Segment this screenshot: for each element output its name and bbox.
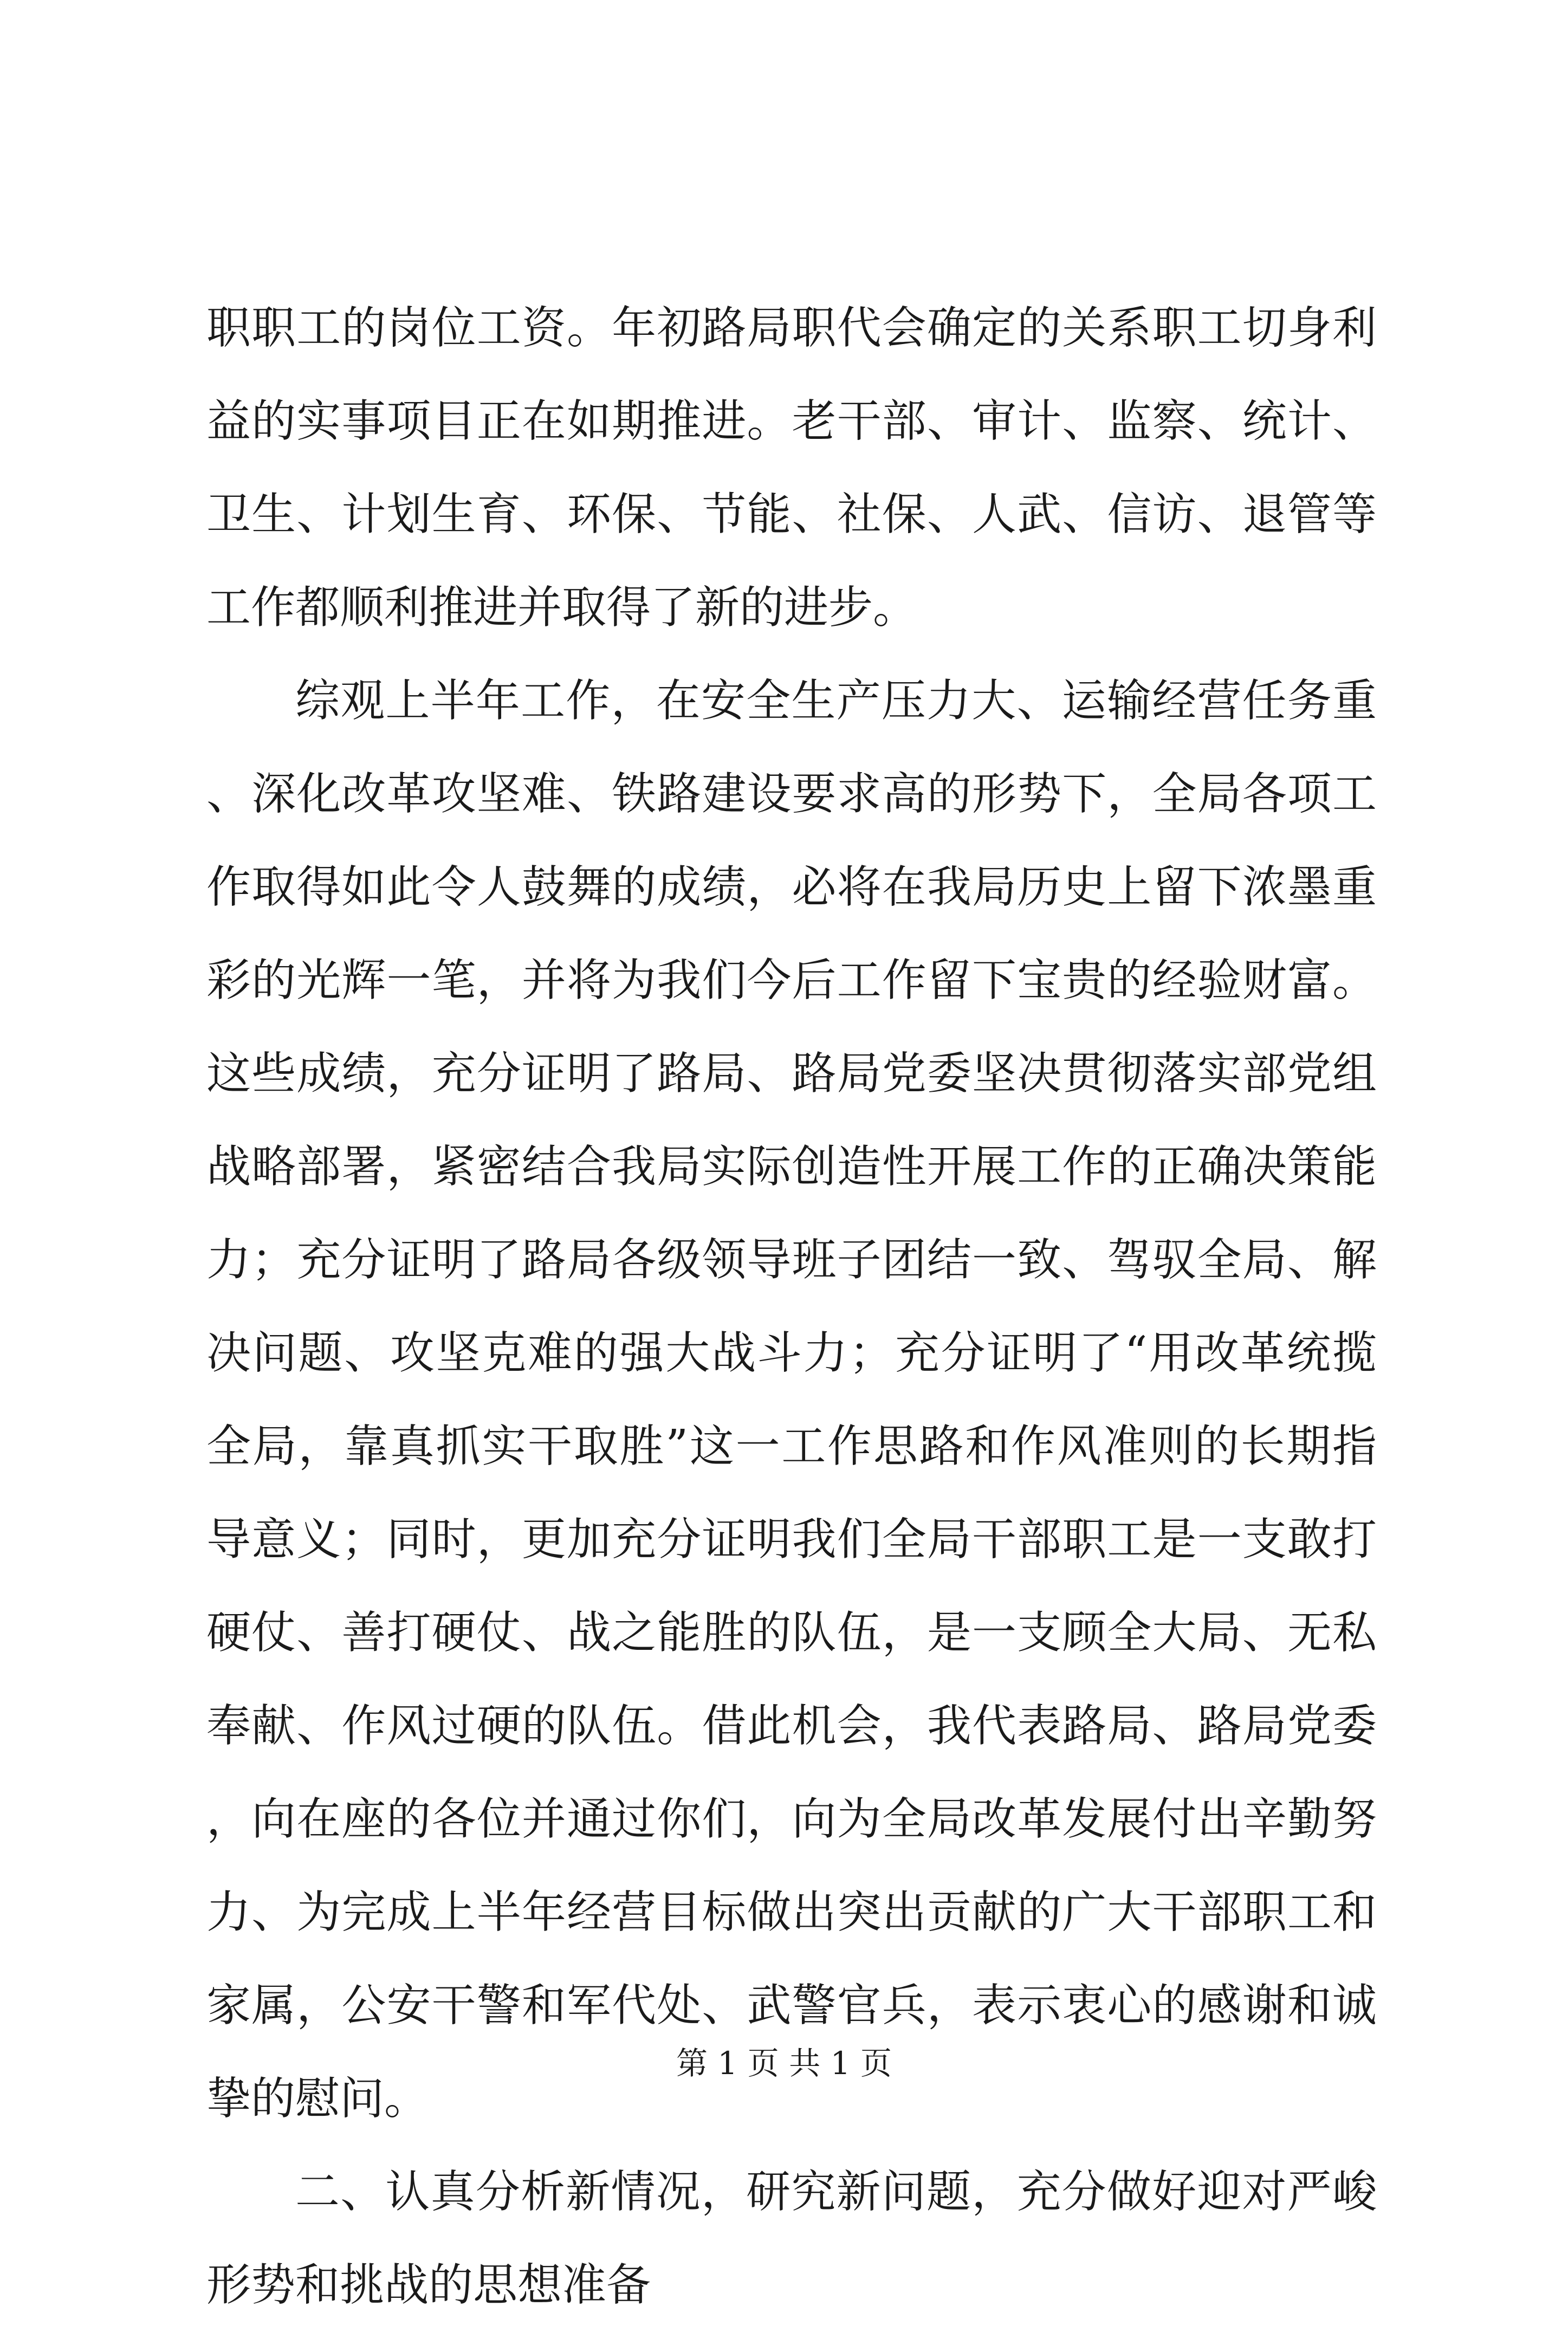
paragraph-summary: 综观上半年工作，在安全生产压力大、运输经营任务重、深化改革攻坚难、铁路建设要求高的形势下，全局各项工作取得如此令人鼓舞的成绩，必将在我局历史上留下浓墨重彩的光辉一笔，并将为我们今后工作留下宝贵的经验财富。这些成绩，充分证明了路局、路局党委坚决贯彻落实部党组战略部署，紧密结合我局实际创造性开展工作的正确决策能力；充分证明了路局各级领导班子团结一致、驾驭全局、解决问题、攻坚克难的强大战斗力；充分证明了“用改革统揽全局，靠真抓实干取胜”这一工作思路和作风准则的长期指导意义；同时，更加充分证明我们全局干部职工是一支敢打硬仗、善打硬仗、战之能胜的队伍，是一支顾全大局、无私奉献、作风过硬的队伍。借此机会，我代表路局、路局党委，向在座的各位并通过你们，向为全局改革发展付出辛勤努力、为完成上半年经营目标做出突出贡献的广大干部职工和家属，公安干警和军代处、武警官兵，表示衷心的感谢和诚挚的慰问。: [206, 675, 1377, 2124]
section-heading: 二、认真分析新情况，研究新问题，充分做好迎对严峻形势和挑战的思想准备: [206, 2166, 1377, 2311]
paragraph-continuation: 职职工的岗位工资。年初路局职代会确定的关系职工切身利益的实事项目正在如期推进。老干部、审计、监察、统计、卫生、计划生育、环保、节能、社保、人武、信访、退管等工作都顺利推进并取得了新的进步。: [206, 302, 1377, 633]
page-footer: 第 1 页 共 1 页: [676, 2045, 892, 2082]
document-body: [206, 282, 1377, 2332]
